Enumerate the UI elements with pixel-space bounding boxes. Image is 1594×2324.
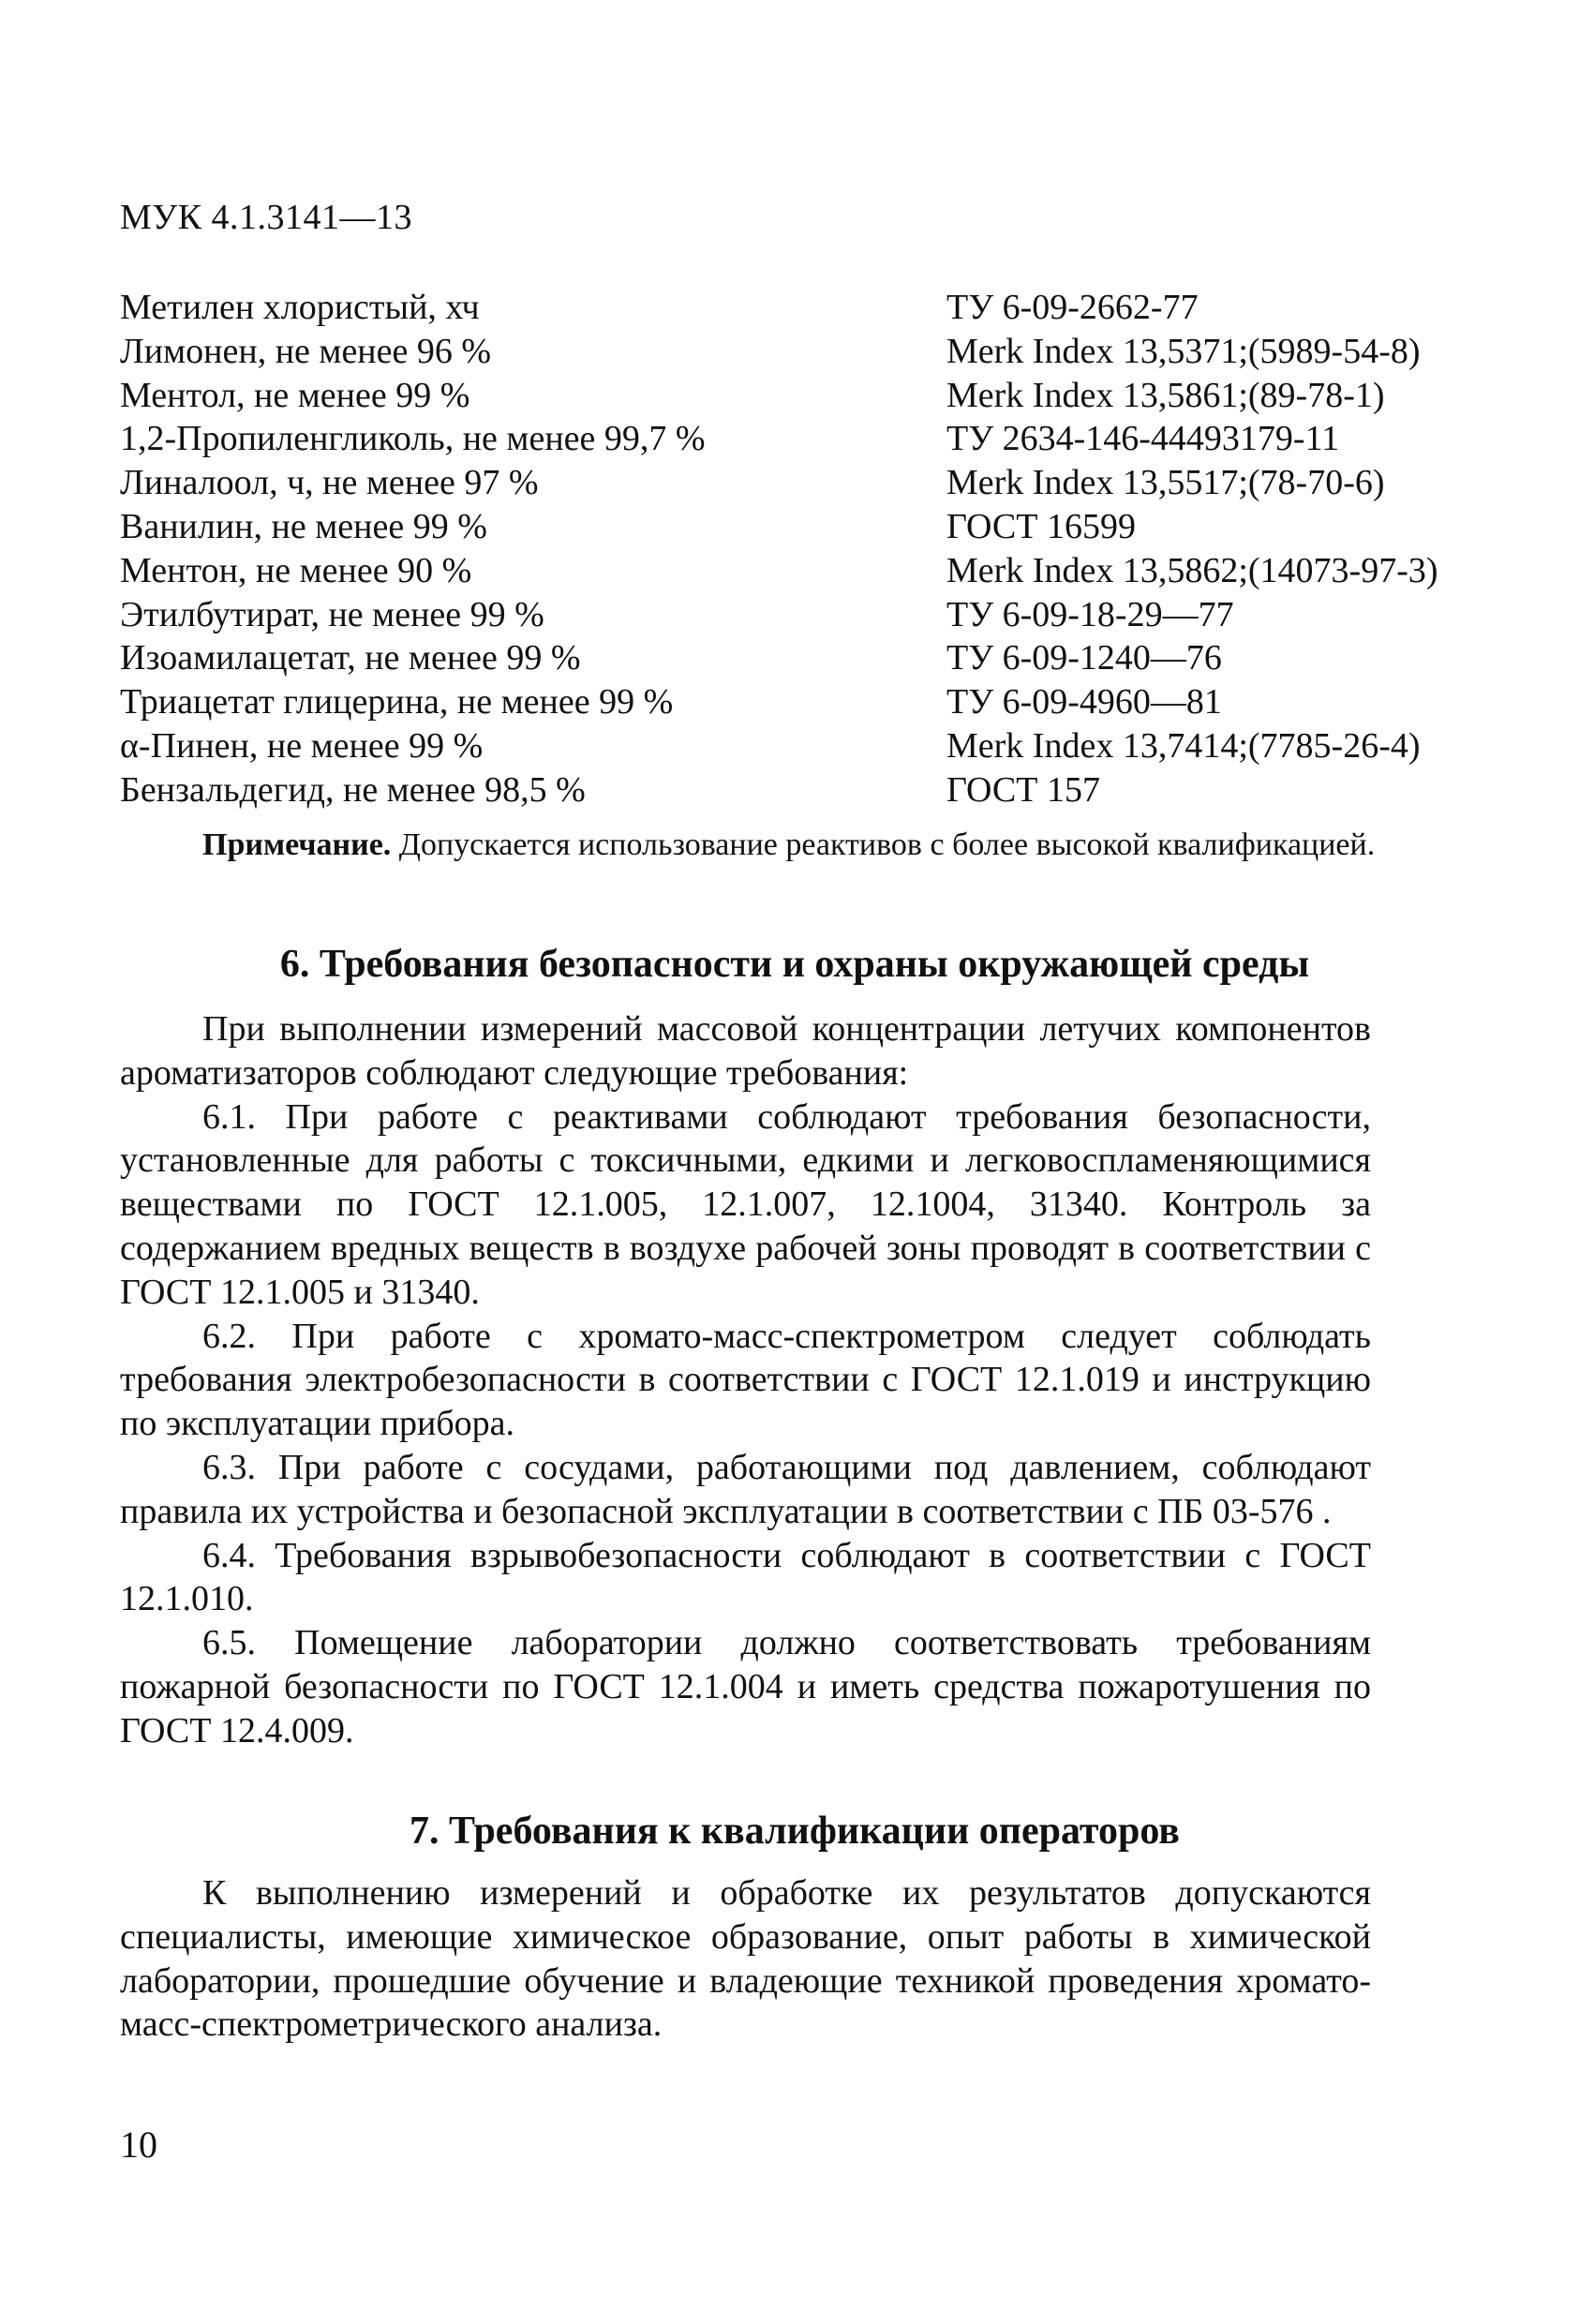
reagent-row — [120, 724, 1488, 768]
reagent-row — [120, 417, 1488, 461]
reagent-row — [120, 680, 1488, 724]
reagent-spec: Merk Index 13,5371;(5989-54-8) — [946, 331, 1421, 371]
note — [120, 825, 1376, 866]
note-label: Примечание. — [202, 827, 392, 862]
section-6-body — [120, 1007, 1371, 1753]
reagent-row — [120, 374, 1488, 418]
section-6-item: 6.2. При работе с хромато-масс-спектрометром следует соблюдать требования электробезопасности в соответствии с ГОСТ 12.1.019 и инструкцию по эксплуатации прибора. — [120, 1316, 1371, 1444]
reagent-name: α-Пинен, не менее 99 % — [120, 725, 484, 766]
section-7-heading: 7. Требования к квалификации операторов — [410, 1810, 1180, 1853]
reagent-row — [120, 593, 1488, 637]
reagent-name: Метилен хлористый, хч — [120, 288, 480, 327]
reagent-spec: Merk Index 13,5862;(14073-97-3) — [946, 550, 1438, 590]
reagent-spec: ТУ 6-09-4960—81 — [946, 682, 1222, 723]
reagent-spec: ТУ 6-09-18-29—77 — [946, 594, 1234, 634]
reagent-name: Изоамилацетат, не менее 99 % — [120, 638, 581, 678]
reagent-spec: ТУ 2634-146-44493179-11 — [946, 419, 1340, 459]
reagent-name: Ментол, не менее 99 % — [120, 375, 470, 415]
reagent-row — [120, 286, 1488, 330]
reagents-list — [120, 286, 1488, 812]
reagent-row — [120, 505, 1488, 549]
reagent-row — [120, 549, 1488, 593]
reagent-name: Ментон, не менее 90 % — [120, 550, 472, 590]
reagent-spec: Merk Index 13,5861;(89-78-1) — [946, 375, 1385, 415]
reagent-spec: Merk Index 13,5517;(78-70-6) — [946, 463, 1385, 503]
reagent-row — [120, 330, 1488, 374]
page-number: 10 — [120, 2123, 157, 2166]
section-6-item: 6.4. Требования взрывобезопасности соблюдают в соответствии с ГОСТ 12.1.010. — [120, 1535, 1371, 1619]
section-6-item: 6.1. При работе с реактивами соблюдают требования безопасности, установленные для работы с токсичными, едкими и легковоспламеняющимися веществами по ГОСТ 12.1.005, 12.1.007, 12.1004, 31340. Контроль за содержанием вредных веществ в воздухе рабочей зоны проводят в соответствии с ГОСТ 12.1.005 и 31340. — [120, 1096, 1371, 1312]
reagent-spec: ТУ 6-09-1240—76 — [946, 638, 1222, 678]
reagent-row — [120, 768, 1488, 812]
section-6-heading: 6. Требования безопасности и охраны окружающей среды — [279, 943, 1310, 986]
reagent-spec: ТУ 6-09-2662-77 — [946, 288, 1199, 327]
reagent-name: Линалоол, ч, не менее 97 % — [120, 463, 539, 503]
document-code: МУК 4.1.3141—13 — [120, 198, 413, 237]
reagent-name: Этилбутират, не менее 99 % — [120, 594, 544, 634]
note-text: Допускается использование реактивов с более высокой квалификацией. — [391, 827, 1376, 862]
reagent-name: Лимонен, не менее 96 % — [120, 331, 492, 371]
reagent-row — [120, 636, 1488, 680]
reagent-row — [120, 461, 1488, 505]
reagent-name: Триацетат глицерина, не менее 99 % — [120, 682, 674, 723]
reagent-name: 1,2-Пропиленгликоль, не менее 99,7 % — [120, 419, 706, 459]
section-6-item: 6.3. При работе с сосудами, работающими под давлением, соблюдают правила их устройства и безопасной эксплуатации в соответствии с ПБ 03-576 . — [120, 1447, 1371, 1531]
section-6-intro: При выполнении измерений массовой концентрации летучих компонентов ароматизаторов соблюдают следующие требования: — [120, 1009, 1371, 1093]
reagent-spec: ГОСТ 157 — [946, 769, 1100, 810]
reagent-spec: ГОСТ 16599 — [946, 506, 1136, 546]
section-7-paragraph: К выполнению измерений и обработке их результатов допускаются специалисты, имеющие химическое образование, опыт работы в химической лаборатории, прошедшие обучение и владеющие техникой проведения хромато-масс-спектрометрического анализа. — [120, 1873, 1371, 2045]
note-paragraph — [120, 825, 1376, 866]
reagent-name: Ванилин, не менее 99 % — [120, 506, 487, 546]
section-7-body — [120, 1871, 1371, 2047]
reagent-spec: Merk Index 13,7414;(7785-26-4) — [946, 725, 1421, 766]
reagent-name: Бензальдегид, не менее 98,5 % — [120, 769, 586, 810]
section-6-item: 6.5. Помещение лаборатории должно соответствовать требованиям пожарной безопасности по ГОСТ 12.1.004 и иметь средства пожаротушения по ГОСТ 12.4.009. — [120, 1623, 1371, 1750]
